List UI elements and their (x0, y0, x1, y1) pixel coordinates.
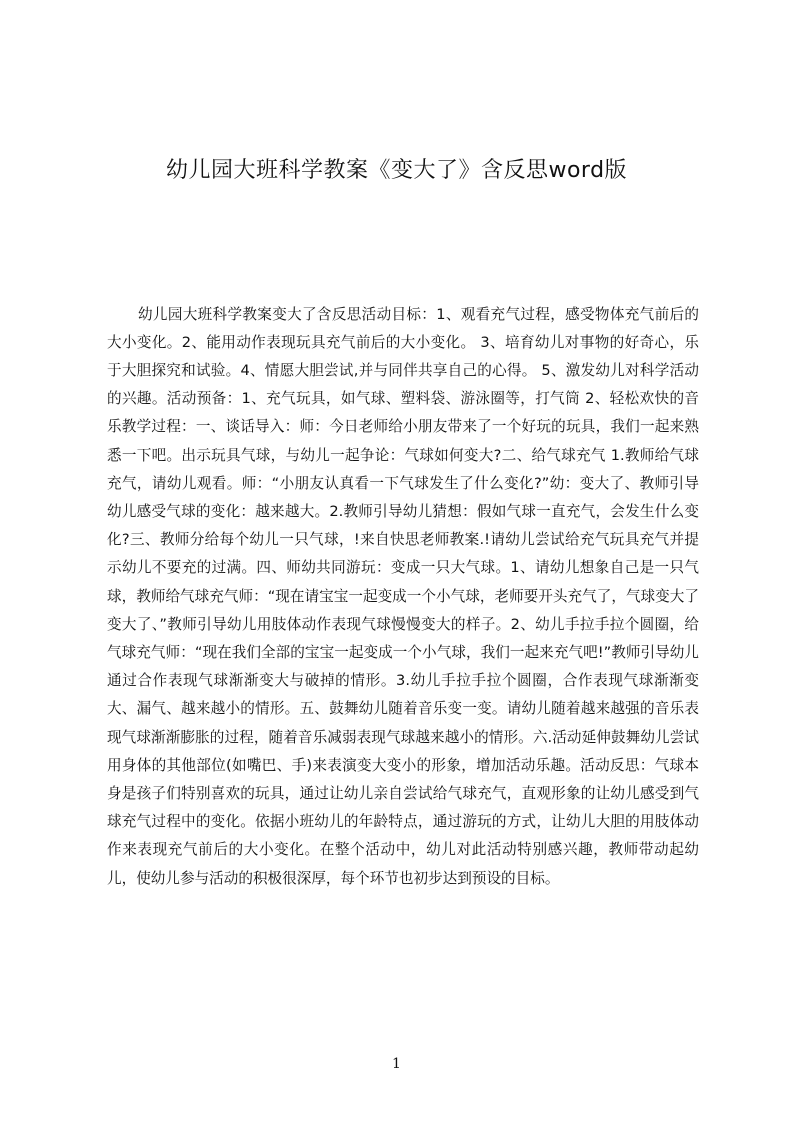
body-paragraph: 幼儿园大班科学教案变大了含反思活动目标：1、观看充气过程，感受物体充气前后的大小变化。2、能用动作表现玩具充气前后的大小变化。 3、培育幼儿对事物的好奇心，乐于大胆探究和试验。4、情愿大胆尝试,并与同伴共享自己的心得。 5、激发幼儿对科学活动的兴趣。活动预备：1、充气玩具，如气球、塑料袋、游泳圈等，打气筒 2、轻松欢快的音乐教学过程：一、谈话导入：师：今日老师给小朋友带来了一个好玩的玩具，我们一起来熟悉一下吧。出示玩具气球，与幼儿一起争论：气球如何变大?二、给气球充气 1.教师给气球充气，请幼儿观看。师：“小朋友认真看一下气球发生了什么变化?”幼：变大了、教师引导幼儿感受气球的变化：越来越大。2.教师引导幼儿猜想：假如气球一直充气，会发生什么变化?三、教师分给每个幼儿一只气球，!来自快思老师教案.!请幼儿尝试给充气玩具充气并提示幼儿不要充的过满。四、师幼共同游玩：变成一只大气球。1、请幼儿想象自己是一只气球，教师给气球充气师：“现在请宝宝一起变成一个小气球，老师要开头充气了，气球变大了变大了、”教师引导幼儿用肢体动作表现气球慢慢变大的样子。2、幼儿手拉手拉个圆圈，给气球充气师：“现在我们全部的宝宝一起变成一个小气球，我们一起来充气吧!”教师引导幼儿通过合作表现气球渐渐变大与破掉的情形。3.幼儿手拉手拉个圆圈，合作表现气球渐渐变大、漏气、越来越小的情形。五、鼓舞幼儿随着音乐变一变。请幼儿随着越来越强的音乐表现气球渐渐膨胀的过程，随着音乐减弱表现气球越来越小的情形。六.活动延伸鼓舞幼儿尝试用身体的其他部位(如嘴巴、手)来表演变大变小的形象，增加活动乐趣。活动反思：气球本身是孩子们特别喜欢的玩具，通过让幼儿亲自尝试给气球充气，直观形象的让幼儿感受到气球充气过程中的变化。依据小班幼儿的年龄特点，通过游玩的方式，让幼儿大胆的用肢体动作来表现充气前后的大小变化。在整个活动中，幼儿对此活动特别感兴趣，教师带动起幼儿，使幼儿参与活动的积极很深厚，每个环节也初步达到预设的目标。 (107, 305, 699, 887)
document-title: 幼儿园大班科学教案《变大了》含反思word版 (165, 157, 628, 183)
page-number: 1 (392, 1056, 401, 1072)
